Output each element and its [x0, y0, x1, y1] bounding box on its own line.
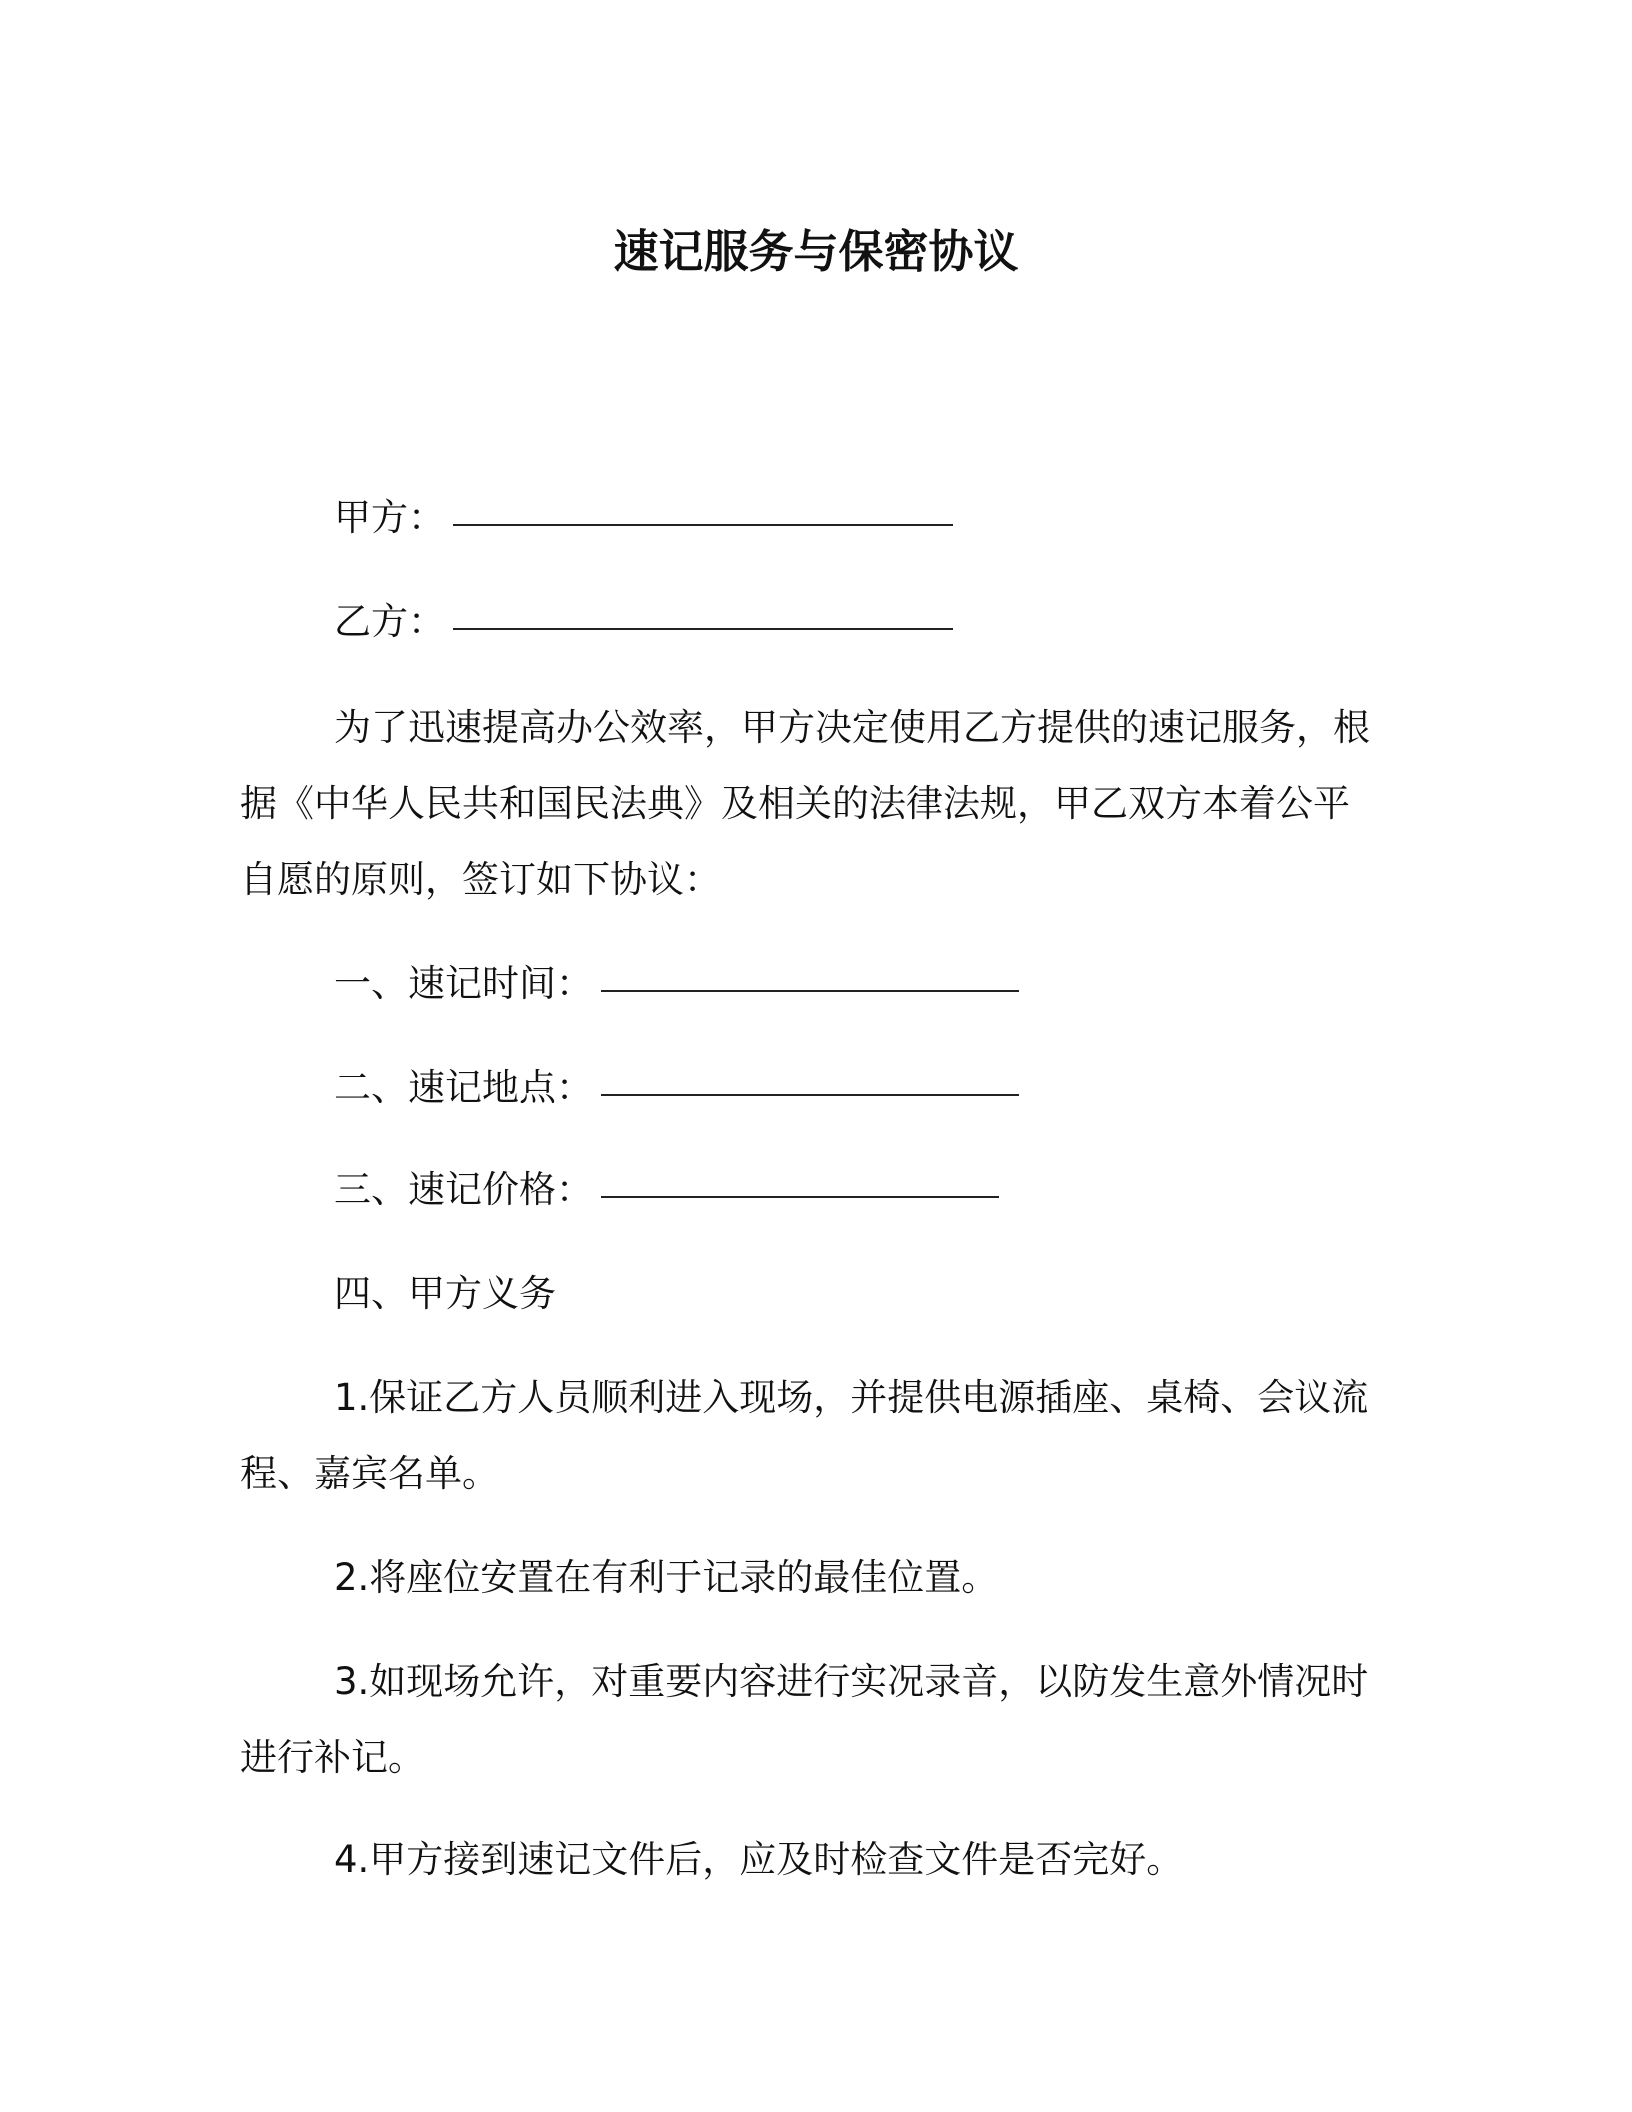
item-1-label: 一、速记时间：	[334, 962, 593, 1005]
item-3-line	[334, 1160, 1474, 1220]
clause-2-line-1: 2.将座位安置在有利于记录的最佳位置。	[334, 1556, 999, 1599]
clause-1-line-1: 1.保证乙方人员顺利进入现场，并提供电源插座、桌椅、会议流	[334, 1376, 1369, 1419]
clause-4-line-1: 4.甲方接到速记文件后，应及时检查文件是否完好。	[334, 1838, 1184, 1881]
party-a-blank	[453, 523, 953, 526]
section-4-heading: 四、甲方义务	[334, 1272, 556, 1315]
clause-3-line-1: 3.如现场允许，对重要内容进行实况录音，以防发生意外情况时	[334, 1660, 1369, 1703]
intro-line-3: 自愿的原则，签订如下协议：	[240, 858, 721, 901]
item-3-blank	[601, 1195, 999, 1198]
document-title: 速记服务与保密协议	[613, 225, 1019, 278]
clause-1-line-2: 程、嘉宾名单。	[240, 1452, 499, 1495]
party-a-line	[334, 488, 1474, 548]
item-3-label: 三、速记价格：	[334, 1168, 593, 1211]
clause-3-line-2: 进行补记。	[240, 1736, 425, 1779]
item-1-blank	[601, 989, 1019, 992]
item-2-blank	[601, 1093, 1019, 1096]
item-1-line	[334, 954, 1474, 1014]
intro-line-2: 据《中华人民共和国民法典》及相关的法律法规，甲乙双方本着公平	[240, 782, 1350, 825]
party-b-line	[334, 592, 1474, 652]
party-a-label: 甲方：	[334, 496, 445, 539]
item-2-line	[334, 1058, 1474, 1118]
party-b-label: 乙方：	[334, 600, 445, 643]
party-b-blank	[453, 627, 953, 630]
item-2-label: 二、速记地点：	[334, 1066, 593, 1109]
intro-line-1: 为了迅速提高办公效率，甲方决定使用乙方提供的速记服务，根	[334, 706, 1370, 749]
